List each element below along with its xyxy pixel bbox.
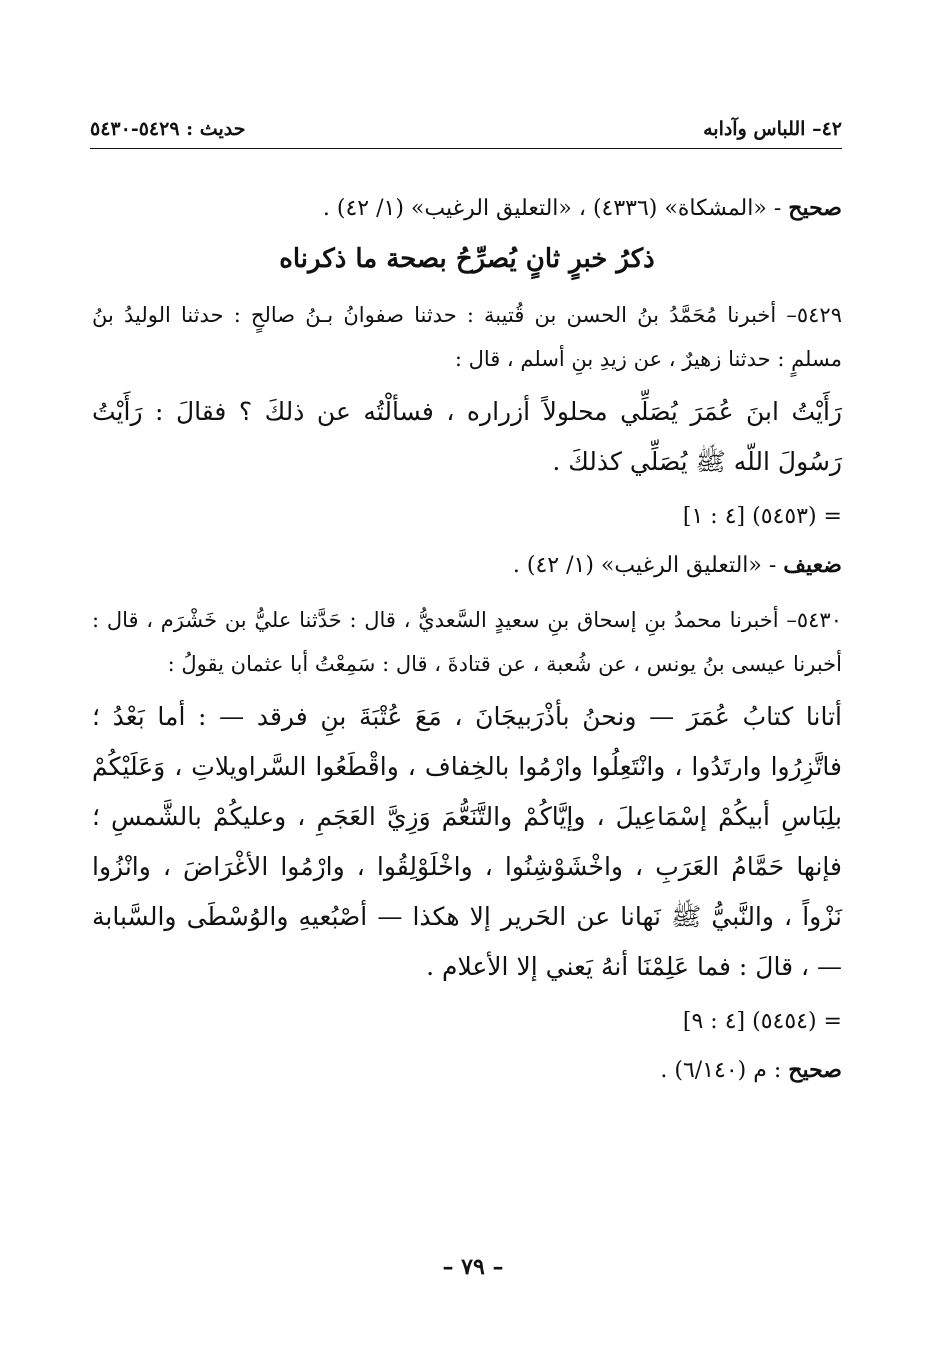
- grade-line-3: [92, 1052, 842, 1089]
- section-heading: ذكرُ خبرٍ ثانٍ يُصرِّحُ بصحة ما ذكرناه: [279, 244, 655, 274]
- hadith-5429-isnad: ٥٤٢٩– أخبرنا مُحَمَّدُ بنُ الحسن بن قُتيبة : حدثنا صفوانُ بـنُ صالحٍ : حدثنا الوليدُ بنُ مسلمٍ : حدثنا زهيرٌ ، عن زيدِ بنِ أسلم ، قال :: [92, 303, 842, 371]
- hadith-5429-matn: رَأَيْتُ ابنَ عُمَرَ يُصَلِّي محلولاً أزراره ، فسألْتُه عن ذلكَ ؟ فقالَ : رَأَيْتُ رَسُولَ اللّه ﷺ يُصَلِّي كذلكَ .: [92, 397, 842, 476]
- chapter-title: ٤٢– اللباس وآدابه: [703, 118, 842, 140]
- grade-word: صحيح: [788, 1057, 842, 1083]
- grade-word: صحيح: [788, 195, 842, 221]
- header-rule: [90, 148, 842, 149]
- hadith-5430-matn: أتانا كتابُ عُمَرَ — ونحنُ بأذْرَبيجَانَ ، مَعَ عُتْبَةَ بنِ فرقد — : أما بَعْدُ ؛ فاتَّزِرُوا وارتَدُوا ، وانْتَعِلُوا وارْمُوا بالخِفاف ، واقْطَعُوا السَّراويلاتِ ، وَعَلَيْكُمْ بلِبَاسِ أبيكُمْ إسْمَاعِيلَ ، وإيَّاكُمْ والتَّنَعُّمَ وَزِيَّ العَجَمِ ، وعليكُمْ بالشَّمسِ ؛ فإنها حَمَّامُ العَرَبِ ، واخْشَوْشِنُوا ، واخْلَوْلِقُوا ، وارْمُوا الأغْرَاضَ ، وانْزُوا نَزْواً ، والنَّبيُّ ﷺ نَهانا عن الحَرير إلا هكذا — أصْبُعيهِ والوُسْطَى والسَّبابة — ، قالَ : فما عَلِمْنَا أنهُ يَعني إلا الأعلام .: [92, 702, 842, 981]
- grade-sources: : م (٦/١٤٠) .: [660, 1058, 789, 1083]
- page-number: – ٧٩ –: [442, 1254, 504, 1280]
- hadith-5430-reference: = (٥٤٥٤) [٤ : ٩]: [682, 1009, 842, 1034]
- grade-word: ضعيف: [783, 552, 842, 578]
- hadith-5429-reference: = (٥٤٥٣) [٤ : ١]: [682, 504, 842, 529]
- hadith-5430-isnad: ٥٤٣٠– أخبرنا محمدُ بنِ إسحاق بنِ سعيدٍ السَّعديُّ ، قال : حَدَّثنا عليُّ بن خَشْرَم ، قال : أخبرنا عيسى بنُ يونس ، عن شُعبة ، عن قتادةَ ، قال : سَمِعْتُ أبا عثمان يقولُ :: [92, 608, 842, 676]
- grade-sources: - «المشكاة» (٤٣٣٦) ، «التعليق الرغيب» (١/ ٤٢) .: [322, 196, 789, 221]
- grade-line-2: [92, 547, 842, 584]
- running-header: [90, 112, 842, 146]
- grade-line-1: [92, 190, 842, 227]
- grade-sources: - «التعليق الرغيب» (١/ ٤٢) .: [512, 553, 784, 578]
- page-body: [92, 180, 842, 1089]
- hadith-range: حديث : ٥٤٢٩-٥٤٣٠: [90, 118, 246, 140]
